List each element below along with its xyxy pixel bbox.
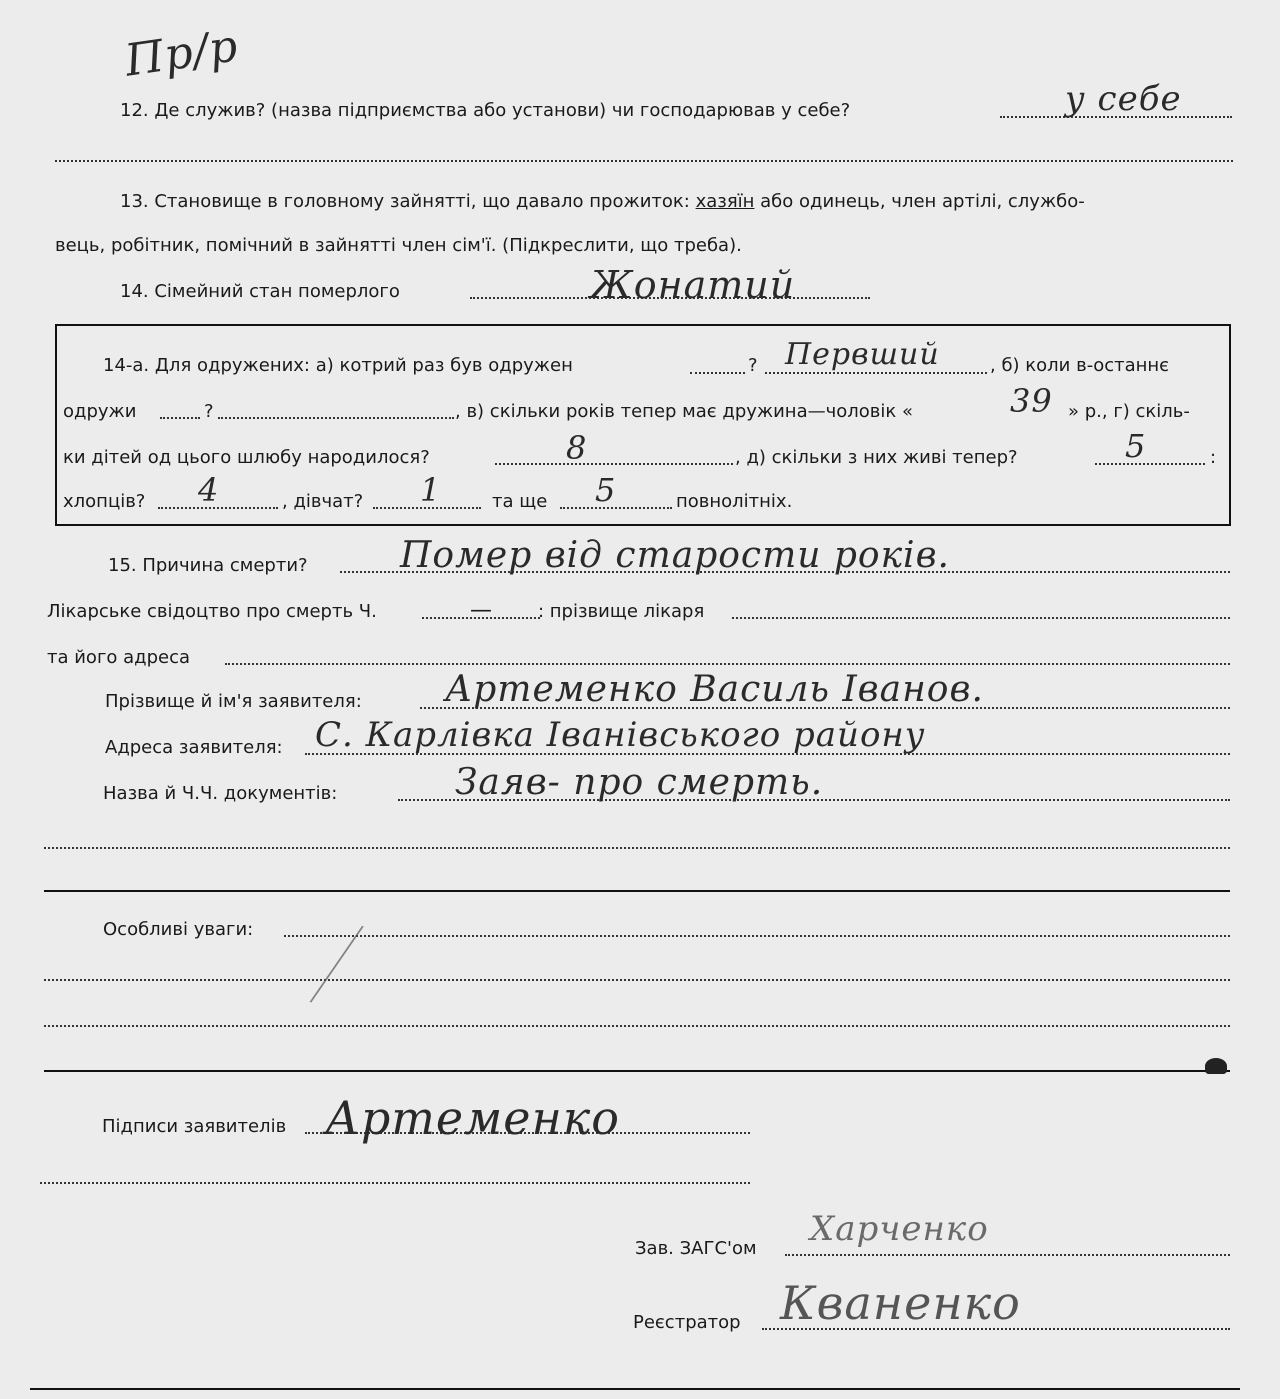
zags-head-signature[interactable]: Харченко xyxy=(810,1209,989,1249)
notes-line-2 xyxy=(44,979,1230,981)
q14a-dots-2 xyxy=(160,417,200,419)
zags-head-label: Зав. ЗАГС'ом xyxy=(635,1238,757,1259)
notes-line-1 xyxy=(284,935,1230,937)
q14a-dots-1 xyxy=(690,372,745,374)
q14a-answer-a[interactable]: Первший xyxy=(785,337,940,372)
q14a-answer-d-line xyxy=(1095,463,1205,465)
q14a-line1-tail: , б) коли в-останнє xyxy=(990,355,1170,376)
notes-label: Особливі уваги: xyxy=(103,919,254,940)
notes-line-3 xyxy=(44,1025,1230,1027)
q14a-line3-mid: , д) скільки з них живі тепер? xyxy=(735,447,1018,468)
applicant-address-label: Адреса заявителя: xyxy=(105,737,283,758)
q14a-answer-b-line xyxy=(218,417,454,419)
q12-label: 12. Де служив? (назва підприємства або установи) чи господарював у себе? xyxy=(120,100,851,121)
q14-label: 14. Сімейний стан померлого xyxy=(120,281,400,302)
q14a-girls-label: , дівчат? xyxy=(282,491,364,512)
documents-extra-line xyxy=(44,847,1230,849)
applicant-address[interactable]: С. Карлівка Іванівського району xyxy=(315,715,926,755)
applicants-signature-label: Підписи заявителів xyxy=(102,1116,287,1137)
q14a-line3-label: ки дітей од цього шлюбу народилося? xyxy=(63,447,430,468)
q14a-answer-boys[interactable]: 4 xyxy=(198,471,220,509)
bottom-rule xyxy=(30,1388,1240,1390)
ink-blot-icon xyxy=(1205,1058,1227,1074)
q14a-line1-label: 14-а. Для одружених: а) котрий раз був одружен xyxy=(103,355,573,376)
q14-answer[interactable]: Жонатий xyxy=(590,263,796,307)
section-divider-2 xyxy=(44,1070,1230,1072)
section-divider-1 xyxy=(44,890,1230,892)
q14a-answer-girls[interactable]: 1 xyxy=(420,471,442,509)
zags-head-line xyxy=(785,1254,1230,1256)
q14a-line2-mid: , в) скільки років тепер має дружина—чоловік « xyxy=(455,401,913,422)
applicant-documents-label: Назва й Ч.Ч. документів: xyxy=(103,783,338,804)
q14a-line2-tail: » р., г) скіль- xyxy=(1068,401,1190,422)
doctor-name-line xyxy=(732,617,1230,619)
q14a-line2-label: одружи xyxy=(63,401,137,422)
registrar-signature[interactable]: Кваненко xyxy=(780,1276,1021,1330)
registrar-label: Реєстратор xyxy=(633,1312,741,1333)
q15-label: 15. Причина смерти? xyxy=(108,555,308,576)
applicant-name[interactable]: Артеменко Василь Іванов. xyxy=(445,669,984,710)
q13-line2: вець, робітник, помічний в зайнятті член сім'ї. (Підкреслити, що треба). xyxy=(55,235,742,256)
q14a-answer-g-line xyxy=(495,463,733,465)
doctor-name-label: : прізвище лікаря xyxy=(538,601,705,622)
handwritten-corner-note: Пр/р xyxy=(121,20,242,87)
q14a-q2: ? xyxy=(204,401,214,422)
q13-underlined-choice: хазяїн xyxy=(695,191,755,212)
q14a-line3-tail: : xyxy=(1210,447,1217,468)
q14a-answer-g[interactable]: 8 xyxy=(566,429,588,467)
applicants-signature-line-2 xyxy=(40,1182,750,1184)
applicant-documents[interactable]: Заяв- про смерть. xyxy=(455,762,824,803)
q14a-line4-label: хлопців? xyxy=(63,491,146,512)
q14a-line4-tail: повнолітніх. xyxy=(676,491,793,512)
doctor-certificate-label: Лікарське свідоцтво про смерть Ч. xyxy=(47,601,377,622)
doctor-address-label: та його адреса xyxy=(47,647,191,668)
doctor-address-line xyxy=(225,663,1230,665)
applicant-name-label: Прізвище й ім'я заявителя: xyxy=(105,691,362,712)
q12-answer[interactable]: у себе xyxy=(1065,79,1182,119)
q13-line1: 13. Становище в головному зайнятті, що давало прожиток: хазяїн або одинець, член артілі, службо- xyxy=(120,191,1085,212)
q14a-more-label: та ще xyxy=(492,491,548,512)
q14a-answer-a-line xyxy=(765,372,987,374)
q14a-adult-line xyxy=(560,507,672,509)
q14a-answer-adult[interactable]: 5 xyxy=(595,471,617,509)
notes-slash-mark xyxy=(310,926,423,1024)
applicants-signature[interactable]: Артеменко xyxy=(325,1091,620,1145)
q14a-answer-d[interactable]: 5 xyxy=(1125,427,1147,465)
doctor-certificate-number[interactable]: — xyxy=(470,598,492,623)
q12-extra-line xyxy=(55,160,1233,162)
q14a-answer-c[interactable]: 39 xyxy=(1010,382,1053,420)
q14a-q1: ? xyxy=(748,355,758,376)
q15-answer[interactable]: Помер від старости років. xyxy=(400,535,950,576)
